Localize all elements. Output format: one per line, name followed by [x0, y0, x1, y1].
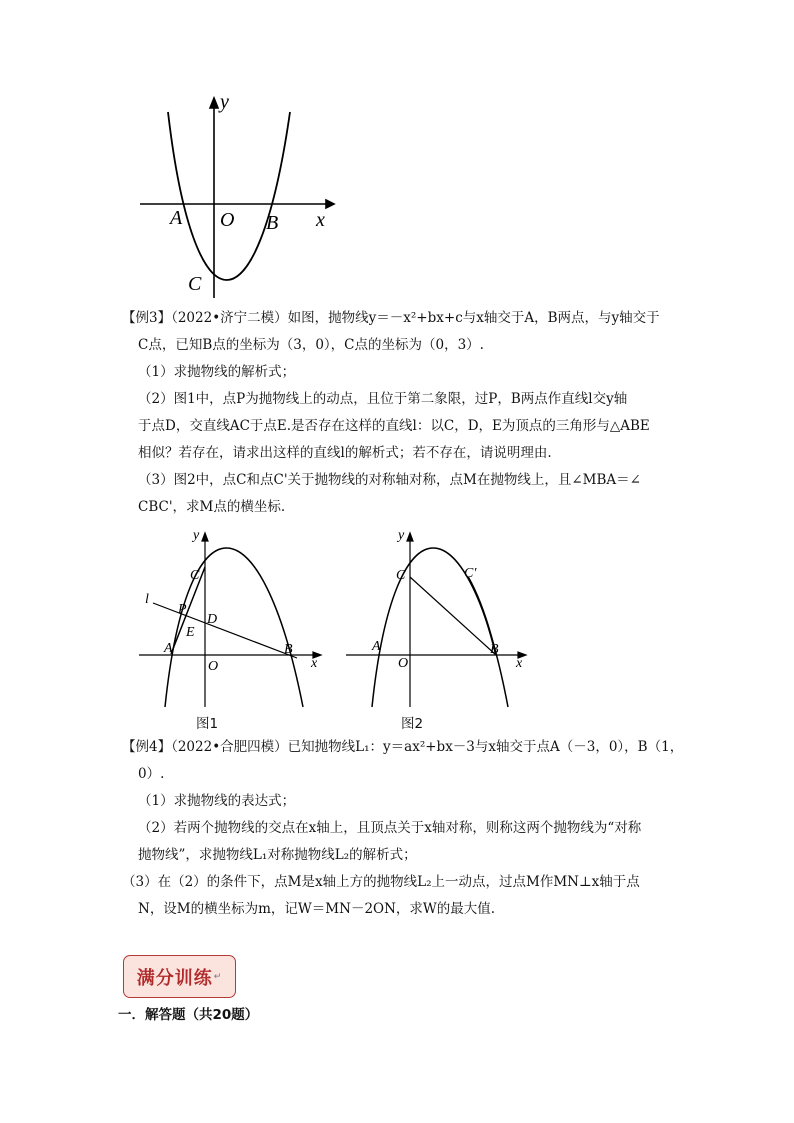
ex3-line-3: （1）求抛物线的解析式； [138, 364, 296, 380]
fig1-line-AC [171, 567, 205, 654]
fig1-label-x: x [311, 656, 318, 671]
fig1-label-P: P [178, 602, 187, 617]
label-O: O [220, 209, 235, 231]
fig2-label-C: C [396, 568, 406, 583]
figure-2-caption: 图2 [401, 716, 424, 732]
top-parabola-figure [130, 90, 345, 305]
label-C: C [188, 273, 202, 295]
fig1-label-y: y [193, 528, 200, 543]
ex3-line-8: CBC'，求M点的横坐标. [138, 499, 286, 515]
ex4-line-3: （1）求抛物线的表达式； [138, 793, 296, 809]
ex3-line-7: （3）图2中，点C和点C'关于抛物线的对称轴对称，点M在抛物线上，且∠MBA＝∠ [138, 472, 641, 488]
fig2-label-A: A [372, 639, 381, 654]
ex3-line-4: （2）图1中，点P为抛物线上的动点，且位于第二象限，过P，B两点作直线l交y轴 [138, 391, 628, 407]
ex4-line-1: 【例4】（2022•合肥四模）已知抛物线L₁：y＝ax²+bx－3与x轴交于点A（－3，0），B（1， [122, 739, 684, 755]
y-axis-arrow [210, 98, 218, 108]
figure-1-caption: 图1 [196, 716, 219, 732]
fig1-line-l [153, 603, 297, 658]
fig2-label-B: B [490, 642, 499, 657]
ex4-line-6: （3）在（2）的条件下，点M是x轴上方的抛物线L₂上一动点，过点M作MN⊥x轴于点 [122, 874, 640, 890]
ex4-line-4: （2）若两个抛物线的交点在x轴上，且顶点关于x轴对称，则称这两个抛物线为“对称 [138, 820, 642, 836]
fig2-label-C-prime: C′ [464, 566, 477, 581]
fig2-label-O: O [398, 656, 409, 671]
label-y: y [220, 91, 229, 113]
fig1-label-E: E [186, 625, 195, 640]
fig2-label-x: x [516, 656, 523, 671]
fig1-label-A: A [164, 641, 173, 656]
training-badge [123, 955, 236, 998]
label-x: x [316, 209, 325, 231]
figure-2 [340, 525, 535, 710]
ex3-line-1: 【例3】（2022•济宁二模）如图，抛物线y＝－x²+bx+c与x轴交于A，B两点，与y轴交于 [122, 310, 660, 326]
ex4-line-7: N，设M的横坐标为m，记W＝MN－2ON，求W的最大值. [138, 901, 496, 917]
parabola-curve [168, 112, 290, 280]
fig2-label-y: y [398, 528, 405, 543]
paragraph-mark: ↵ [213, 971, 223, 982]
fig2-y-axis-arrow [407, 533, 413, 541]
section-heading: 一．解答题（共20题） [118, 1007, 259, 1023]
training-badge-label: 满分训练 [136, 967, 213, 989]
fig1-label-O: O [208, 659, 219, 674]
fig1-label-D: D [207, 612, 218, 627]
fig1-label-l: l [145, 592, 149, 607]
label-A: A [170, 207, 183, 229]
ex4-line-2: 0）. [138, 766, 165, 782]
figure-1 [135, 525, 330, 710]
fig1-label-B: B [284, 642, 293, 657]
ex4-line-5: 抛物线”，求抛物线L₁对称抛物线L₂的解析式； [138, 847, 417, 863]
x-axis-arrow [326, 200, 334, 208]
label-B: B [266, 212, 279, 234]
ex3-line-6: 相似？若存在，请求出这样的直线l的解析式；若不存在，请说明理由. [138, 445, 552, 461]
ex3-line-2: C点，已知B点的坐标为（3，0），C点的坐标为（0，3）. [138, 337, 484, 353]
fig1-label-C: C [190, 568, 200, 583]
fig2-line-CB [410, 577, 496, 655]
ex3-line-5: 于点D，交直线AC于点E.是否存在这样的直线l：以C，D，E为顶点的三角形与△ABE [138, 418, 650, 434]
fig1-y-axis-arrow [202, 533, 208, 541]
